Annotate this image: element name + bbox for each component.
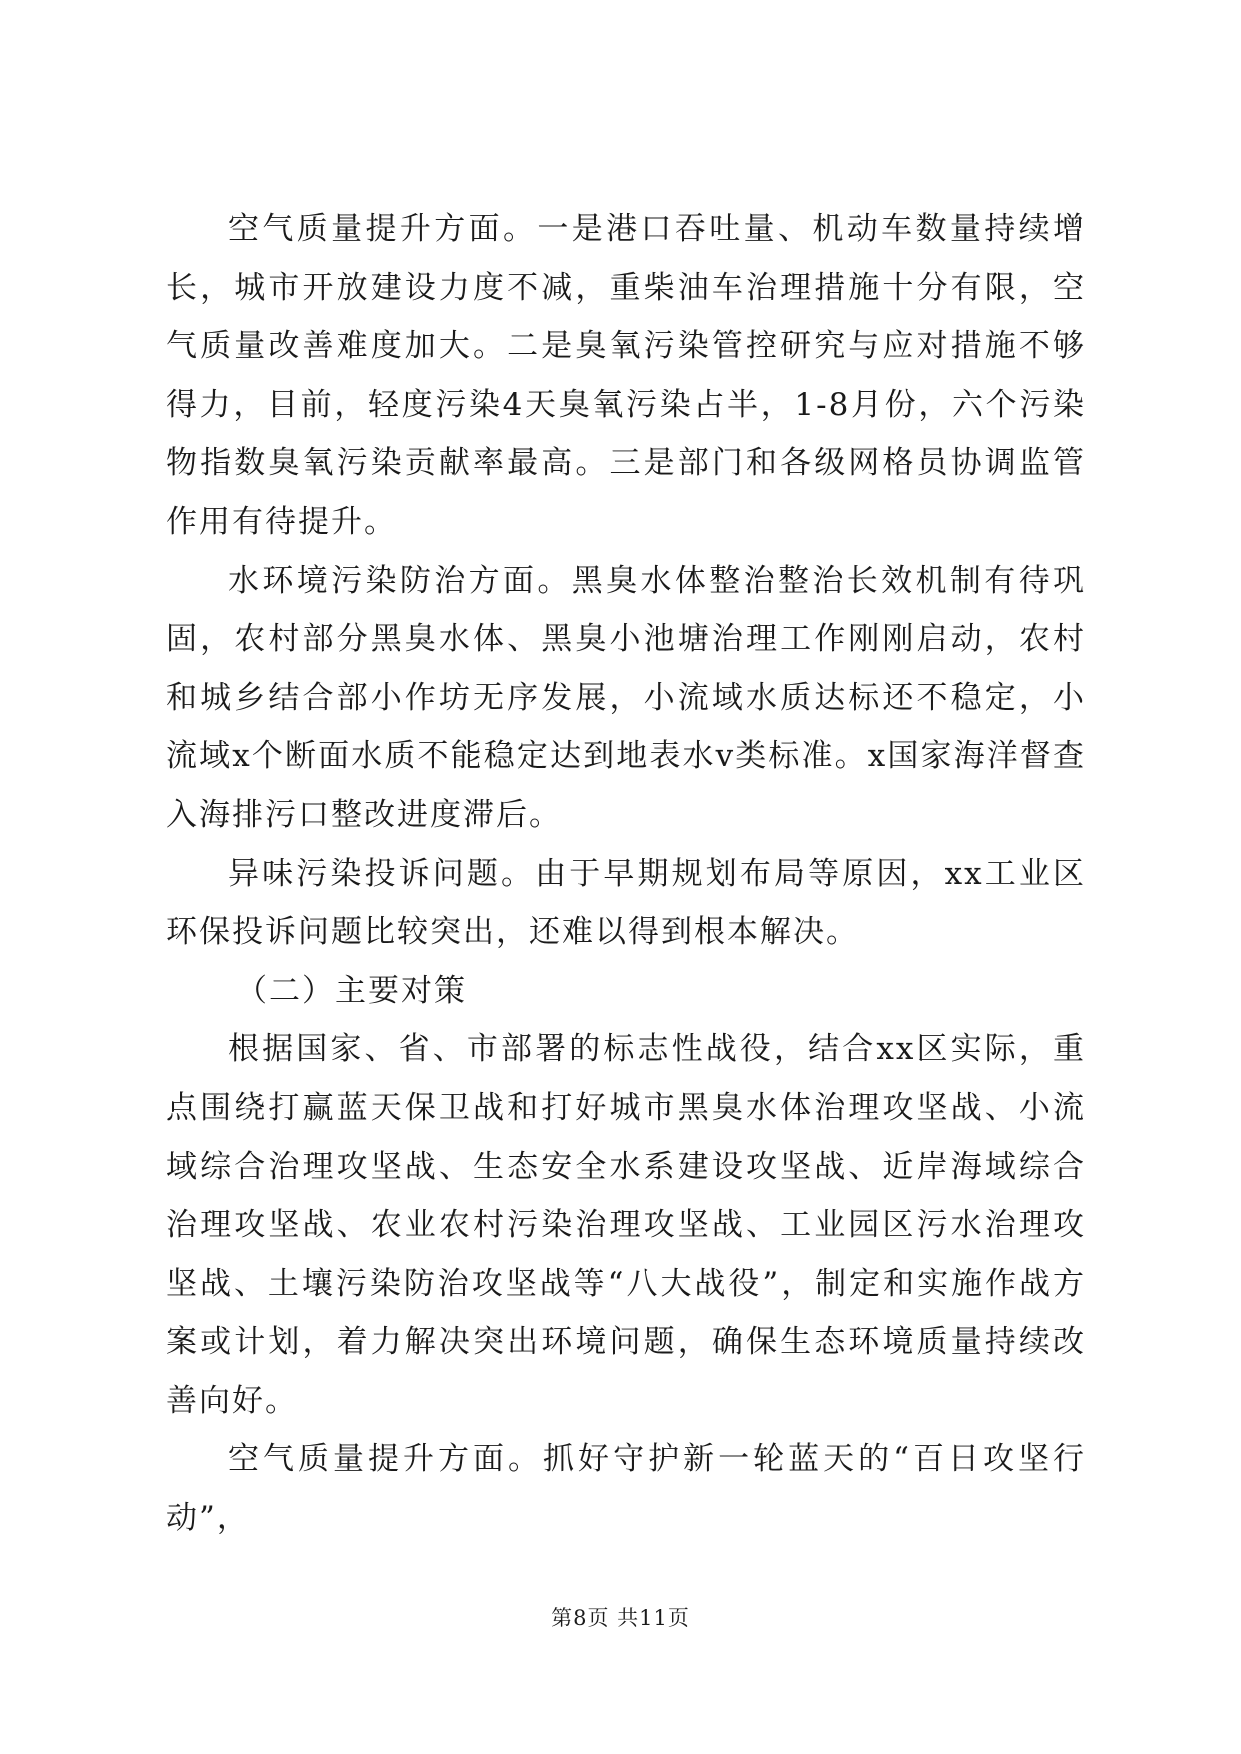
paragraph-countermeasures-overview: 根据国家、省、市部署的标志性战役，结合xx区实际，重点围绕打赢蓝天保卫战和打好城市黑臭水体治理攻坚战、小流域综合治理攻坚战、生态安全水系建设攻坚战、近岸海域综合治理攻坚战、农业农村污染治理攻坚战、工业园区污水治理攻坚战、土壤污染防治攻坚战等“八大战役”，制定和实施作战方案或计划，着力解决突出环境问题，确保生态环境质量持续改善向好。	[166, 1031, 1086, 1419]
paragraph-air-quality-issues: 空气质量提升方面。一是港口吞吐量、机动车数量持续增长，城市开放建设力度不减，重柴油车治理措施十分有限，空气质量改善难度加大。二是臭氧污染管控研究与应对措施不够得力，目前，轻度污染4天臭氧污染占半，1-8月份，六个污染物指数臭氧污染贡献率最高。三是部门和各级网格员协调监管作用有待提升。	[166, 211, 1086, 540]
document-body	[166, 200, 1086, 1548]
paragraph-odor-complaints: 异味污染投诉问题。由于早期规划布局等原因，xx工业区环保投诉问题比较突出，还难以得到根本解决。	[166, 855, 1086, 951]
section-heading-main-countermeasures: （二）主要对策	[236, 972, 467, 1009]
page-number-footer: 第8页 共11页	[551, 1606, 690, 1630]
paragraph-water-pollution-issues: 水环境污染防治方面。黑臭水体整治整治长效机制有待巩固，农村部分黑臭水体、黑臭小池塘治理工作刚刚启动，农村和城乡结合部小作坊无序发展，小流域水质达标还不稳定，小流域x个断面水质不能稳定达到地表水v类标准。x国家海洋督查入海排污口整改进度滞后。	[166, 562, 1086, 833]
paragraph-air-quality-measures: 空气质量提升方面。抓好守护新一轮蓝天的“百日攻坚行动”，	[166, 1441, 1086, 1537]
